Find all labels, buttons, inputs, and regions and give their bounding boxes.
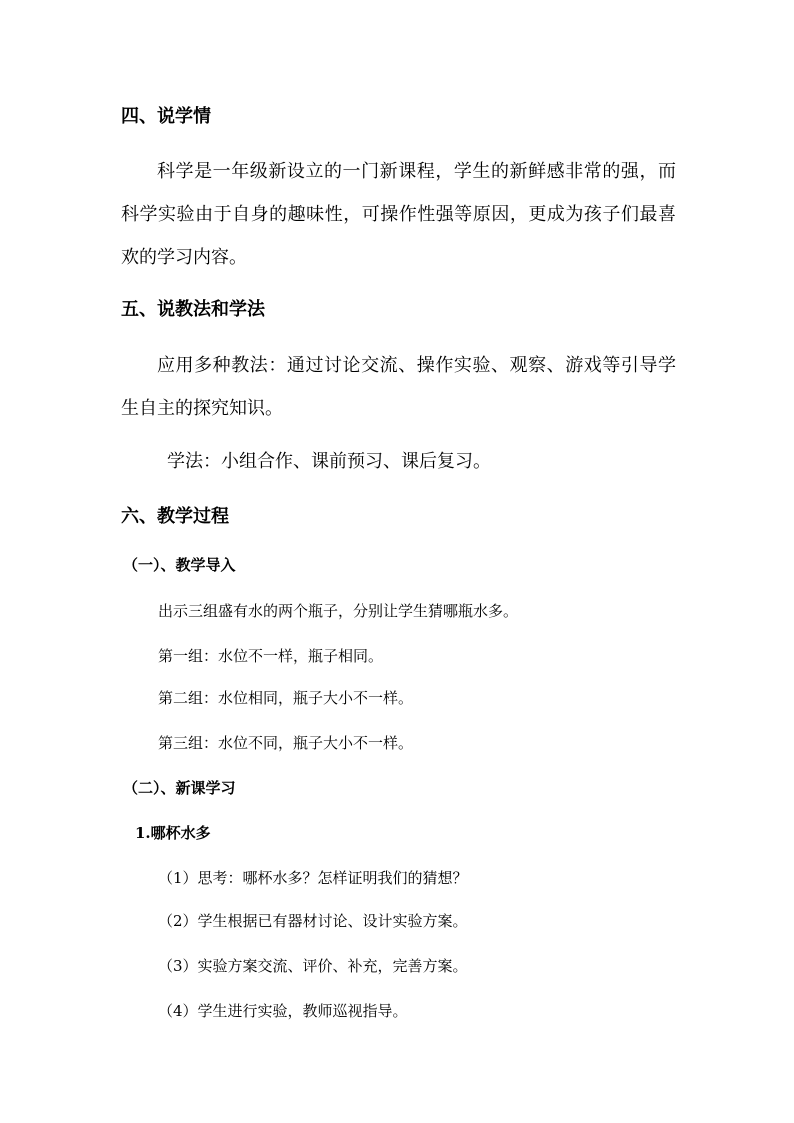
section-heading-6: 六、教学过程 [121,506,229,527]
step-line-3: （3）实验方案交流、评价、补充，完善方案。 [158,957,468,975]
paragraph-student-analysis: 科学是一年级新设立的一门新课程，学生的新鲜感非常的强，而科学实验由于自身的趣味性，可操作性强等原因，更成为孩子们最喜欢的学习内容。 [121,161,676,268]
intro-line-2: 第一组：水位不一样，瓶子相同。 [158,647,384,665]
paragraph-study-methods: 学法：小组合作、课前预习、课后复习。 [167,451,491,472]
subsection-heading-new-lesson: （二）、新课学习 [123,779,236,797]
step-line-2: （2）学生根据已有器材讨论、设计实验方案。 [158,912,468,930]
intro-line-3: 第二组：水位相同，瓶子大小不一样。 [158,689,414,707]
step-line-4: （4）学生进行实验，教师巡视指导。 [158,1002,408,1020]
intro-line-4: 第三组：水位不同，瓶子大小不一样。 [158,734,414,752]
section-heading-4: 四、说学情 [121,106,211,127]
step-line-1: （1）思考：哪杯水多？怎样证明我们的猜想？ [158,869,468,887]
paragraph-teaching-methods: 应用多种教法：通过讨论交流、操作实验、观察、游戏等引导学生自主的探究知识。 [121,355,676,419]
section-heading-5: 五、说教法和学法 [121,299,265,320]
subsection-heading-intro: （一）、教学导入 [123,556,236,574]
intro-line-1: 出示三组盛有水的两个瓶子，分别让学生猜哪瓶水多。 [158,602,519,620]
sub-subsection-heading-which-cup: 1.哪杯水多 [135,824,211,842]
